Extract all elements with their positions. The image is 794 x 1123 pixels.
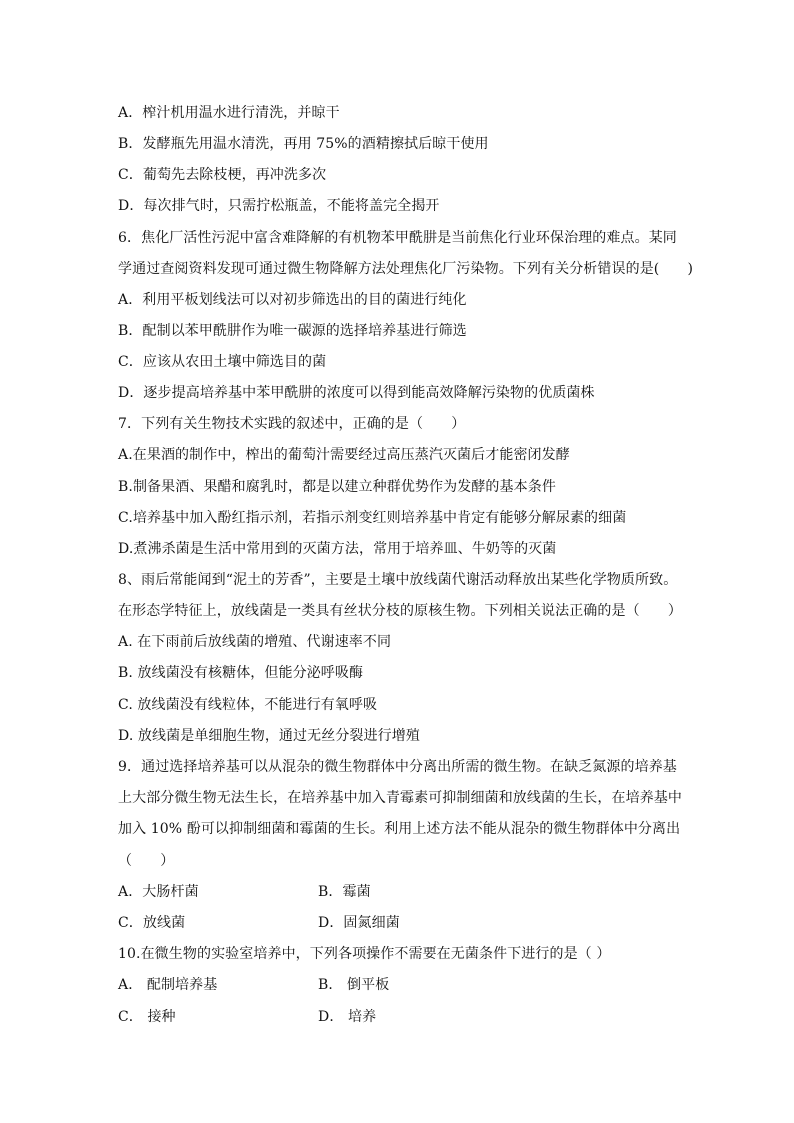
q5-option-c: C．葡萄先去除枝梗，再冲洗多次: [118, 167, 327, 183]
q7-stem: 7．下列有关生物技术实践的叙述中，正确的是（ ）: [118, 416, 466, 432]
q6-option-b: B．配制以苯甲酰肼作为唯一碳源的选择培养基进行筛选: [118, 323, 467, 339]
q8-option-a: A. 在下雨前后放线菌的增殖、代谢速率不同: [118, 634, 392, 650]
q5-option-b: B．发酵瓶先用温水清洗，再用 75%的酒精擦拭后晾干使用: [118, 136, 489, 152]
q8-stem-line-2: 在形态学特征上，放线菌是一类具有丝状分枝的原核生物。下列相关说法正确的是（ ）: [118, 603, 682, 619]
q9-option-d: D．固氮细菌: [318, 915, 400, 931]
q7-option-a: A.在果酒的制作中，榨出的葡萄汁需要经过高压蒸汽灭菌后才能密闭发酵: [118, 447, 570, 463]
q5-option-a: A．榨汁机用温水进行清洗，并晾干: [118, 105, 340, 121]
q7-option-d: D.煮沸杀菌是生活中常用到的灭菌方法，常用于培养皿、牛奶等的灭菌: [118, 541, 557, 557]
q9-stem-line-1: 9．通过选择培养基可以从混杂的微生物群体中分离出所需的微生物。在缺乏氮源的培养基: [118, 759, 677, 775]
q9-answer-blank: （ ）: [118, 853, 175, 869]
q9-option-b: B．霉菌: [318, 884, 371, 900]
q8-option-d: D. 放线菌是单细胞生物，通过无丝分裂进行增殖: [118, 728, 420, 744]
q9-option-a: A．大肠杆菌: [118, 884, 199, 900]
q8-option-b: B. 放线菌没有核糖体，但能分泌呼吸酶: [118, 665, 364, 681]
q6-stem-line-1: 6．焦化厂活性污泥中富含难降解的有机物苯甲酰肼是当前焦化行业环保治理的难点。某同: [118, 230, 677, 246]
q7-option-b: B.制备果酒、果醋和腐乳时，都是以建立种群优势作为发酵的基本条件: [118, 479, 556, 495]
q10-option-a: A． 配制培养基: [118, 977, 218, 993]
q9-option-c: C．放线菌: [118, 915, 186, 931]
q6-option-d: D．逐步提高培养基中苯甲酰肼的浓度可以得到能高效降解污染物的优质菌株: [118, 385, 595, 401]
q10-option-b: B． 倒平板: [318, 977, 390, 993]
q9-stem-line-3: 加入 10% 酚可以抑制细菌和霉菌的生长。利用上述方法不能从混杂的微生物群体中分离出: [118, 821, 681, 837]
q5-option-d: D．每次排气时，只需拧松瓶盖，不能将盖完全揭开: [118, 198, 440, 214]
q8-option-c: C. 放线菌没有线粒体，不能进行有氧呼吸: [118, 697, 378, 713]
q10-option-d: D． 培养: [318, 1009, 377, 1025]
q8-stem-line-1: 8、雨后常能闻到“泥土的芳香”，主要是土壤中放线菌代谢活动释放出某些化学物质所致。: [118, 572, 678, 588]
q10-option-c: C． 接种: [118, 1009, 176, 1025]
q6-stem-line-2: 学通过查阅资料发现可通过微生物降解方法处理焦化厂污染物。下列有关分析错误的是( ): [118, 261, 694, 277]
q9-stem-line-2: 上大部分微生物无法生长，在培养基中加入青霉素可抑制细菌和放线菌的生长，在培养基中: [118, 790, 682, 806]
q6-option-c: C．应该从农田土壤中筛选目的菌: [118, 354, 327, 370]
q6-option-a: A．利用平板划线法可以对初步筛选出的目的菌进行纯化: [118, 292, 467, 308]
q10-stem: 10.在微生物的实验室培养中，下列各项操作不需要在无菌条件下进行的是（ ）: [118, 946, 611, 962]
q7-option-c: C.培养基中加入酚红指示剂，若指示剂变红则培养基中肯定有能够分解尿素的细菌: [118, 510, 627, 526]
